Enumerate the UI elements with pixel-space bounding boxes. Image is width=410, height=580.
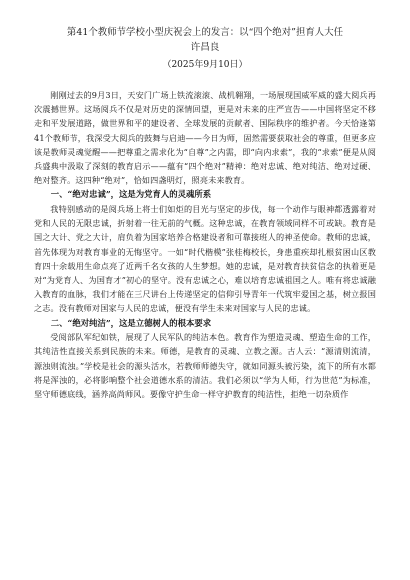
section-1-paragraph: 我特别感动的是阅兵场上将士们如炬的目光与坚定的步伐，每一个动作与眼神都透露着对党和人民的无限忠诚，折射着一往无前的气概。这种忠诚，在教育领域同样不可或缺。教育是国之大计、党之大计，肩负着为国家培养合格建设者和可靠接班人的神圣使命。教师的忠诚，首先体现为对教育事业的无悔坚守。一如“时代楷模”张桂梅校长，身患重疾却扎根贫困山区教育四十余载用生命点亮了近两千名女孩的人生梦想。她的忠诚，是对教育扶贫信念的执着更是对“为党育人、为国育才”初心的坚守。没有忠诚之心，难以培育忠诚祖国之人。唯有将忠诚融入教育的血脉，我们才能在三尺讲台上传递坚定的信仰引导青年一代筑牢爱国之基，树立报国之志。没有教师对国家与人民的忠诚，便没有学生未来对国家与人民的忠诚。 — [34, 204, 376, 314]
author-name: 许昌良 — [190, 42, 220, 53]
section-2-paragraph: 受阅部队军纪如铁，展现了人民军队的纯洁本色。教育作为塑造灵魂、塑造生命的工作，其纯洁性直接关系到民族的未来。师德，是教育的灵魂、立教之源。古人云：“源清则流清，源浊则流浊。”学校是社会的源头活水，若教师师德失守，就如同源头被污染，流下的所有水都将是浑浊的，必将影响整个社会道德水系的清洁。我们必须以“学为人师，行为世范”为标准，坚守师德底线，涵养高尚师风。要像守护生命一样守护教育的纯洁性，拒绝一切杂质作 — [34, 332, 376, 400]
intro-paragraph: 刚刚过去的9月3日，天安门广场上铁流滚滚、战机翱翔，一场展现国威军威的盛大阅兵再次震撼世界。这场阅兵不仅是对历史的深情回望，更是对未来的庄严宣告——中国将坚定不移走和平发展道路，做世界和平的建设者、全球发展的贡献者、国际秩序的维护者。今天恰逢第41个教师节，我深受大阅兵的鼓舞与启迪——今日为师，固然需要获取社会的尊重，但更多应该是教师灵魂觉醒——把尊重之需求化为“自尊”之内需，即“向内求索”，我的“求索”便是从阅兵盛典中汲取了深刻的教育启示——蕴有“四个绝对”精神：绝对忠诚、绝对纯洁、绝对过硬、绝对整齐。这四种“绝对”，恰如四盏明灯，照亮未来教育。 — [34, 90, 376, 186]
document-title: 第41个教师节学校小型庆祝会上的发言：以“四个绝对”担育人大任 — [66, 27, 344, 38]
section-heading-2: 二、“绝对纯洁”，这是立德树人的根本要求 — [50, 317, 212, 328]
speech-date: （2025年9月10日） — [162, 60, 248, 70]
section-heading-1: 一、“绝对忠诚”，这是为党育人的灵魂所系 — [50, 189, 212, 200]
